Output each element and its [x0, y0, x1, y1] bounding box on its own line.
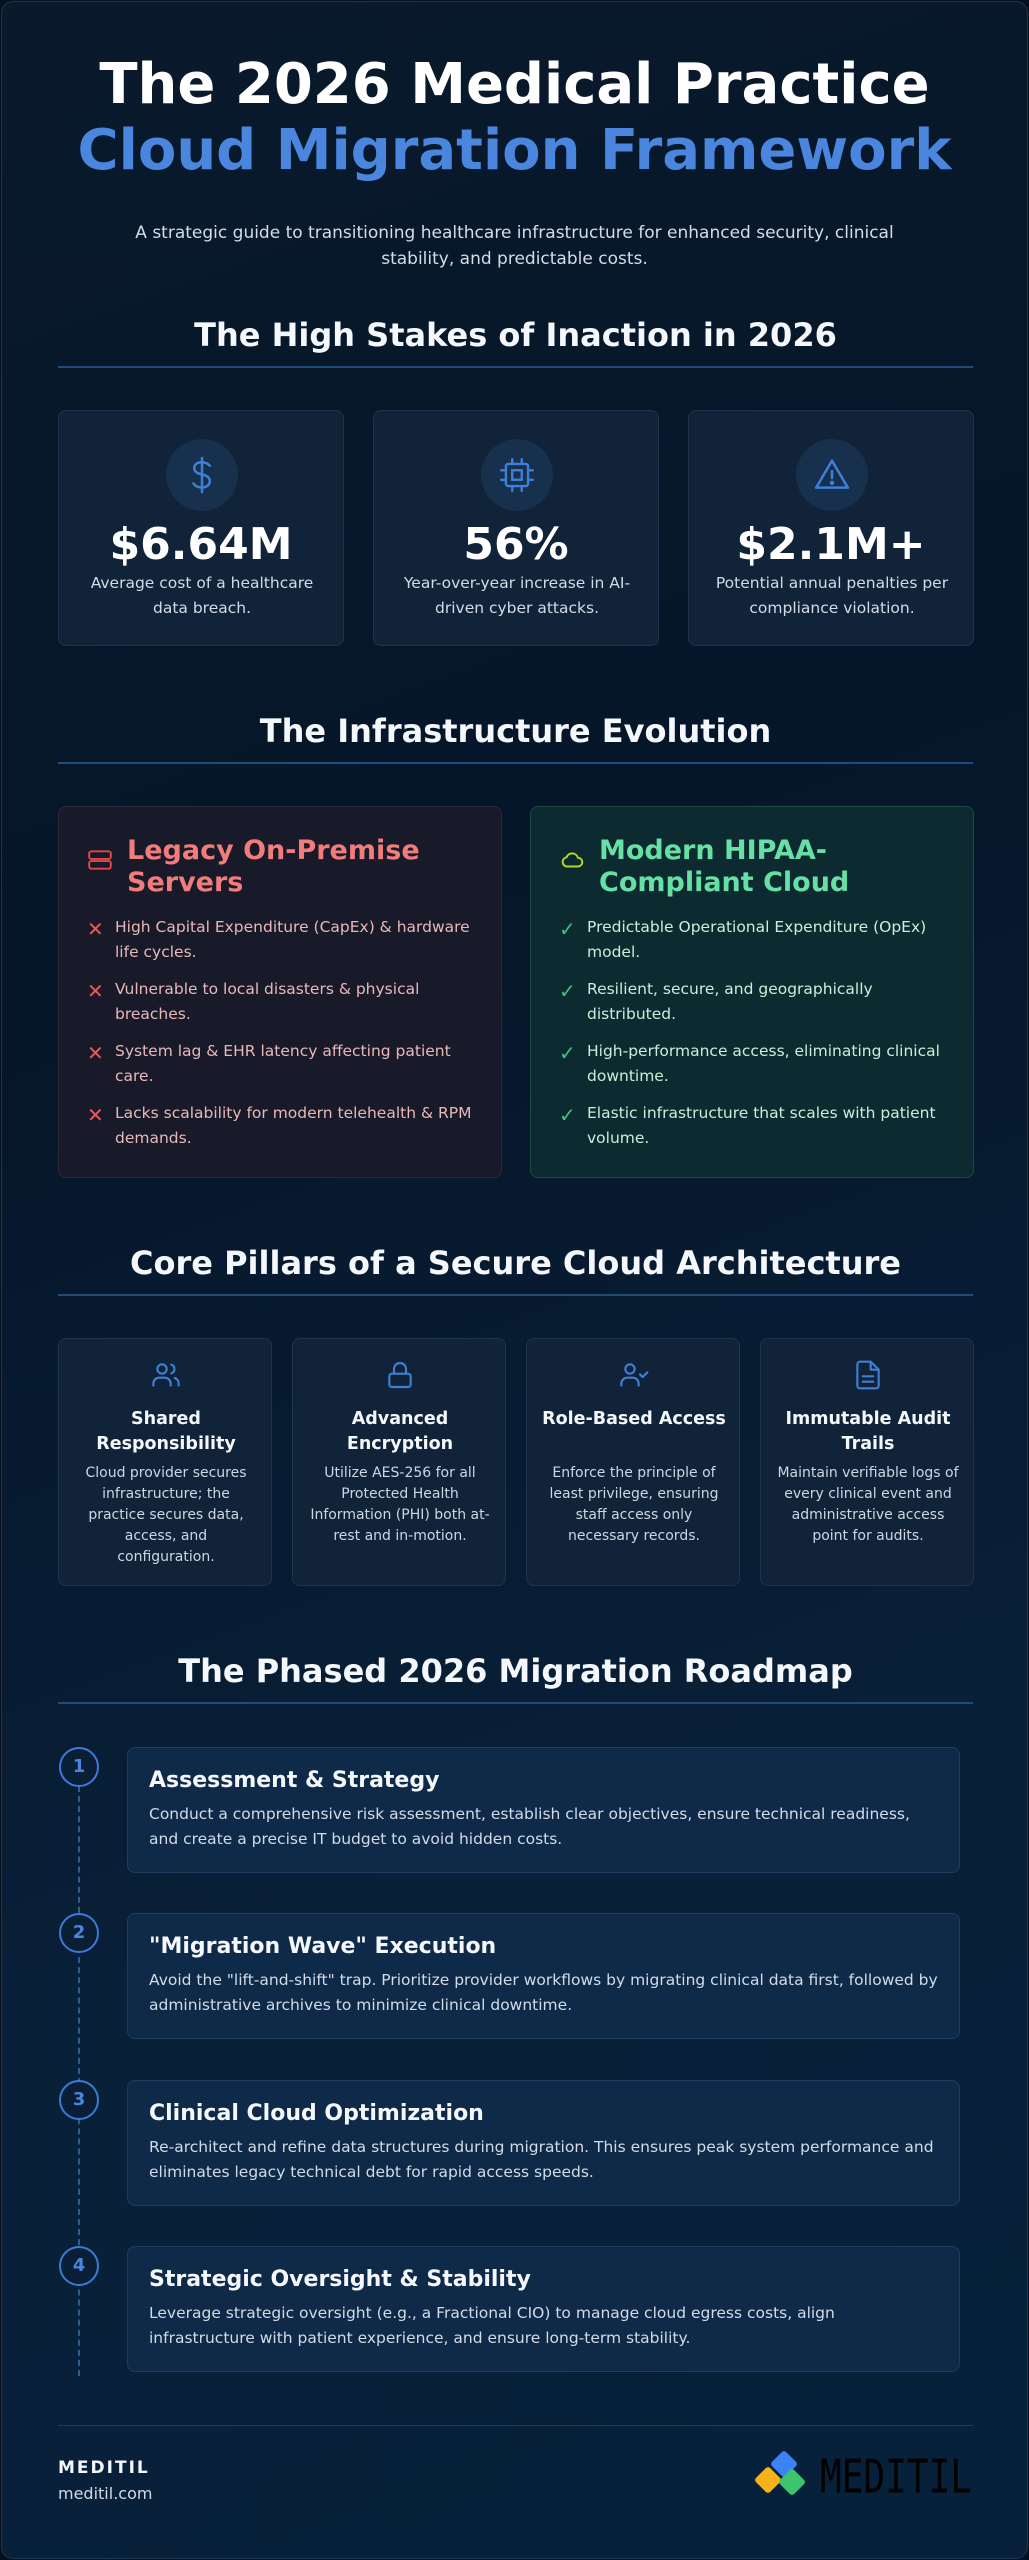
checkmark-icon: ✓: [559, 979, 576, 1003]
stat-value: $2.1M+: [736, 519, 926, 570]
legacy-drawbacks-list: [87, 915, 479, 1163]
stat-description: Average cost of a healthcare data breach.: [90, 574, 314, 617]
stat-value: $6.64M: [109, 519, 293, 570]
pillar-description: Enforce the principle of least privilege, ensuring staff access only necessary records.: [549, 1465, 719, 1544]
list-item: ✓ Resilient, secure, and geographically distributed.: [559, 977, 951, 1039]
list-item: ✕ High Capital Expenditure (CapEx) & hardware life cycles.: [87, 915, 479, 977]
list-item: ✓ Elastic infrastructure that scales with patient volume.: [559, 1101, 951, 1163]
modern-benefits-list: [559, 915, 951, 1163]
section-divider: [58, 1294, 973, 1296]
stat-card-penalties: [688, 410, 974, 646]
pillar-title: Shared Responsibility: [96, 1409, 236, 1454]
step-number-badge: 1: [59, 1747, 99, 1787]
section-divider: [58, 762, 973, 764]
step-number-badge: 3: [59, 2080, 99, 2120]
cpu-chip-icon: [481, 439, 553, 511]
pillar-card-role-based-access: [526, 1338, 740, 1586]
roadmap-step-card: [127, 2080, 960, 2206]
pillar-description: Cloud provider secures infrastructure; the practice secures data, access, and configuration.: [85, 1465, 247, 1565]
logo-wordmark: MEDITIL: [820, 2450, 972, 2504]
modern-cloud-card: [530, 806, 974, 1178]
x-mark-icon: ✕: [87, 979, 104, 1003]
x-mark-icon: ✕: [87, 1103, 104, 1127]
page-subtitle: A strategic guide to transitioning healthcare infrastructure for enhanced security, clinical stability, and predictable costs.: [135, 223, 894, 269]
footer-divider: [58, 2425, 973, 2426]
step-title: "Migration Wave" Execution: [149, 1934, 497, 1959]
legacy-title: Legacy On-Premise Servers: [127, 835, 420, 898]
stat-value: 56%: [463, 519, 569, 570]
pillar-description: Utilize AES-256 for all Protected Health Information (PHI) both at-rest and in-motion.: [310, 1465, 490, 1544]
stat-card-breach-cost: [58, 410, 344, 646]
step-description: Leverage strategic oversight (e.g., a Fractional CIO) to manage cloud egress costs, align infrastructure with patient experience, and ensure long-term stability.: [149, 2304, 835, 2347]
section-divider: [58, 366, 973, 368]
step-title: Clinical Cloud Optimization: [149, 2101, 484, 2126]
roadmap-step-card: [127, 1913, 960, 2039]
page-title-line2: Cloud Migration Framework: [77, 118, 952, 183]
pillar-card-audit-trails: [760, 1338, 974, 1586]
pillar-card-encryption: [292, 1338, 506, 1586]
stat-description: Potential annual penalties per compliance violation.: [715, 574, 949, 617]
user-check-icon: [618, 1359, 650, 1391]
pillar-card-shared-responsibility: [58, 1338, 272, 1586]
pillar-title: Immutable Audit Trails: [785, 1409, 951, 1454]
pillars-section-title: Core Pillars of a Secure Cloud Architecture: [130, 1244, 901, 1282]
checkmark-icon: ✓: [559, 917, 576, 941]
stat-card-ai-attacks: [373, 410, 659, 646]
list-item: ✓ Predictable Operational Expenditure (OpEx) model.: [559, 915, 951, 977]
x-mark-icon: ✕: [87, 917, 104, 941]
checkmark-icon: ✓: [559, 1041, 576, 1065]
warning-triangle-icon: [796, 439, 868, 511]
checkmark-icon: ✓: [559, 1103, 576, 1127]
list-item: ✕ System lag & EHR latency affecting patient care.: [87, 1039, 479, 1101]
step-description: Conduct a comprehensive risk assessment, establish clear objectives, ensure technical readiness, and create a precise IT budget to avoid hidden costs.: [149, 1805, 910, 1848]
pillar-title: Role-Based Access: [542, 1409, 726, 1429]
list-item: ✓ High-performance access, eliminating clinical downtime.: [559, 1039, 951, 1101]
infographic-page: [1, 1, 1028, 2559]
page-title-line1: The 2026 Medical Practice: [99, 52, 930, 117]
roadmap-step-card: [127, 2246, 960, 2372]
step-description: Re-architect and refine data structures during migration. This ensures peak system performance and eliminates legacy technical debt for rapid access speeds.: [149, 2138, 934, 2181]
document-icon: [852, 1359, 884, 1391]
x-mark-icon: ✕: [87, 1041, 104, 1065]
step-description: Avoid the "lift-and-shift" trap. Prioritize provider workflows by migrating clinical data first, followed by administrative archives to minimize clinical downtime.: [149, 1971, 938, 2014]
footer-brand-name: MEDITIL: [58, 2458, 150, 2478]
step-title: Assessment & Strategy: [149, 1768, 440, 1793]
meditil-logo: [752, 2452, 977, 2502]
server-icon: [87, 847, 113, 873]
stat-description: Year-over-year increase in AI-driven cyber attacks.: [403, 574, 631, 617]
pillar-title: Advanced Encryption: [346, 1409, 454, 1454]
stakes-section-title: The High Stakes of Inaction in 2026: [194, 316, 837, 354]
modern-title: Modern HIPAA-Compliant Cloud: [599, 835, 850, 898]
list-item: ✕ Lacks scalability for modern telehealth & RPM demands.: [87, 1101, 479, 1163]
roadmap-section-title: The Phased 2026 Migration Roadmap: [178, 1652, 853, 1690]
header: [2, 2, 1027, 272]
roadmap-step-card: [127, 1747, 960, 1873]
legacy-servers-card: [58, 806, 502, 1178]
pillar-description: Maintain verifiable logs of every clinical event and administrative access point for audits.: [777, 1465, 959, 1544]
step-title: Strategic Oversight & Stability: [149, 2267, 531, 2292]
step-number-badge: 4: [59, 2246, 99, 2286]
users-icon: [150, 1359, 182, 1391]
evolution-section-title: The Infrastructure Evolution: [259, 712, 772, 750]
section-divider: [58, 1702, 973, 1704]
footer-website-link[interactable]: meditil.com: [58, 2484, 153, 2503]
step-number-badge: 2: [59, 1913, 99, 1953]
list-item: ✕ Vulnerable to local disasters & physical breaches.: [87, 977, 479, 1039]
cloud-icon: [559, 847, 585, 873]
lock-icon: [384, 1359, 416, 1391]
dollar-icon: [166, 439, 238, 511]
